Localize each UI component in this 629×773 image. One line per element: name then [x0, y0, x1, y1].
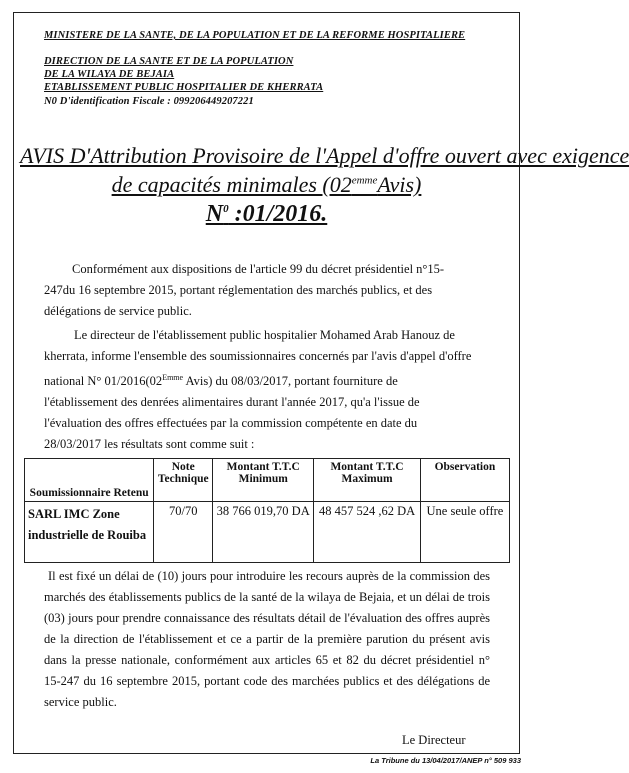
header-bidder: Soumissionnaire Retenu	[25, 459, 154, 502]
header-amount-max: Montant T.T.C Maximum	[314, 459, 421, 502]
direction-header: DIRECTION DE LA SANTE ET DE LA POPULATION	[44, 56, 294, 67]
header-amount-min: Montant T.T.C Minimum	[213, 459, 314, 502]
paragraph-announcement: Le directeur de l'établissement public hospitalier Mohamed Arab Hanouz de kherrata, informe l'ensemble des soumissionnaires concernés par l'avis d'appel d'offre national N° $01/2016(02^{Emme}$ Avis) du 08/03/2017, portant fourniture de l'établissement des denrées alimentaires durant l'année 2017, qu'a l'issue de l'évaluation des offres effectuées par la commission compétente en date du 28/03/2017 les résultats sont comme suit :	[44, 328, 472, 452]
cell-bidder: SARL IMC Zone industrielle de Rouiba	[25, 502, 154, 563]
paragraph-appeal-period: Il est fixé un délai de (10) jours pour introduire les recours auprès de la commission des marchés des établissements publics de la santé de la wilaya de Bejaia, et un délai de trois (03) jours pour prendre connaissance des résultats détail de l'évaluation des offres auprès de la direction de l'établissement et ce a partir de la première parution du présent avis dans la presse nationale, conformément aux articles 65 et 82 du décret présidentiel n° 15-247 du 16 septembre 2015, portant code des marchées publics et des délégations de service public.	[44, 569, 490, 709]
establishment-header: ETABLISSEMENT PUBLIC HOSPITALIER DE KHERRATA	[44, 82, 324, 93]
header-observation: Observation	[420, 459, 509, 502]
results-table	[24, 458, 510, 563]
notice-title-line1: AVIS D'Attribution Provisoire de l'Appel d'offre ouvert avec exigence	[20, 143, 629, 168]
wilaya-header: DE LA WILAYA DE BEJAIA	[44, 69, 175, 80]
table-row	[25, 502, 510, 563]
notice-number: $N^0$ :01/2016.	[205, 201, 328, 227]
cell-amount-min: 38 766 019,70 DA	[213, 502, 314, 563]
cell-amount-max: 48 457 524 ,62 DA	[314, 502, 421, 563]
header-technical-score: Note Technique	[154, 459, 213, 502]
paragraph-regulation: Conformément aux dispositions de l'article 99 du décret présidentiel n°15-247du 16 septembre 2015, portant réglementation des marchés publics, et des délégations de service public.	[44, 262, 445, 318]
cell-technical-score: 70/70	[154, 502, 213, 563]
notice-title-line2: de capacités minimales $(02^{emme}Avis)$	[111, 172, 422, 197]
fiscal-id: N0 D'identification Fiscale : 099206449207221	[44, 96, 254, 107]
ministry-header: MINISTERE DE LA SANTE, DE LA POPULATION ET DE LA REFORME HOSPITALIERE	[44, 30, 466, 41]
table-header-row	[25, 459, 510, 502]
cell-observation: Une seule offre	[420, 502, 509, 563]
signature: Le Directeur	[402, 733, 466, 747]
publication-reference: La Tribune du 13/04/2017/ANEP n° 509 933	[370, 756, 521, 765]
